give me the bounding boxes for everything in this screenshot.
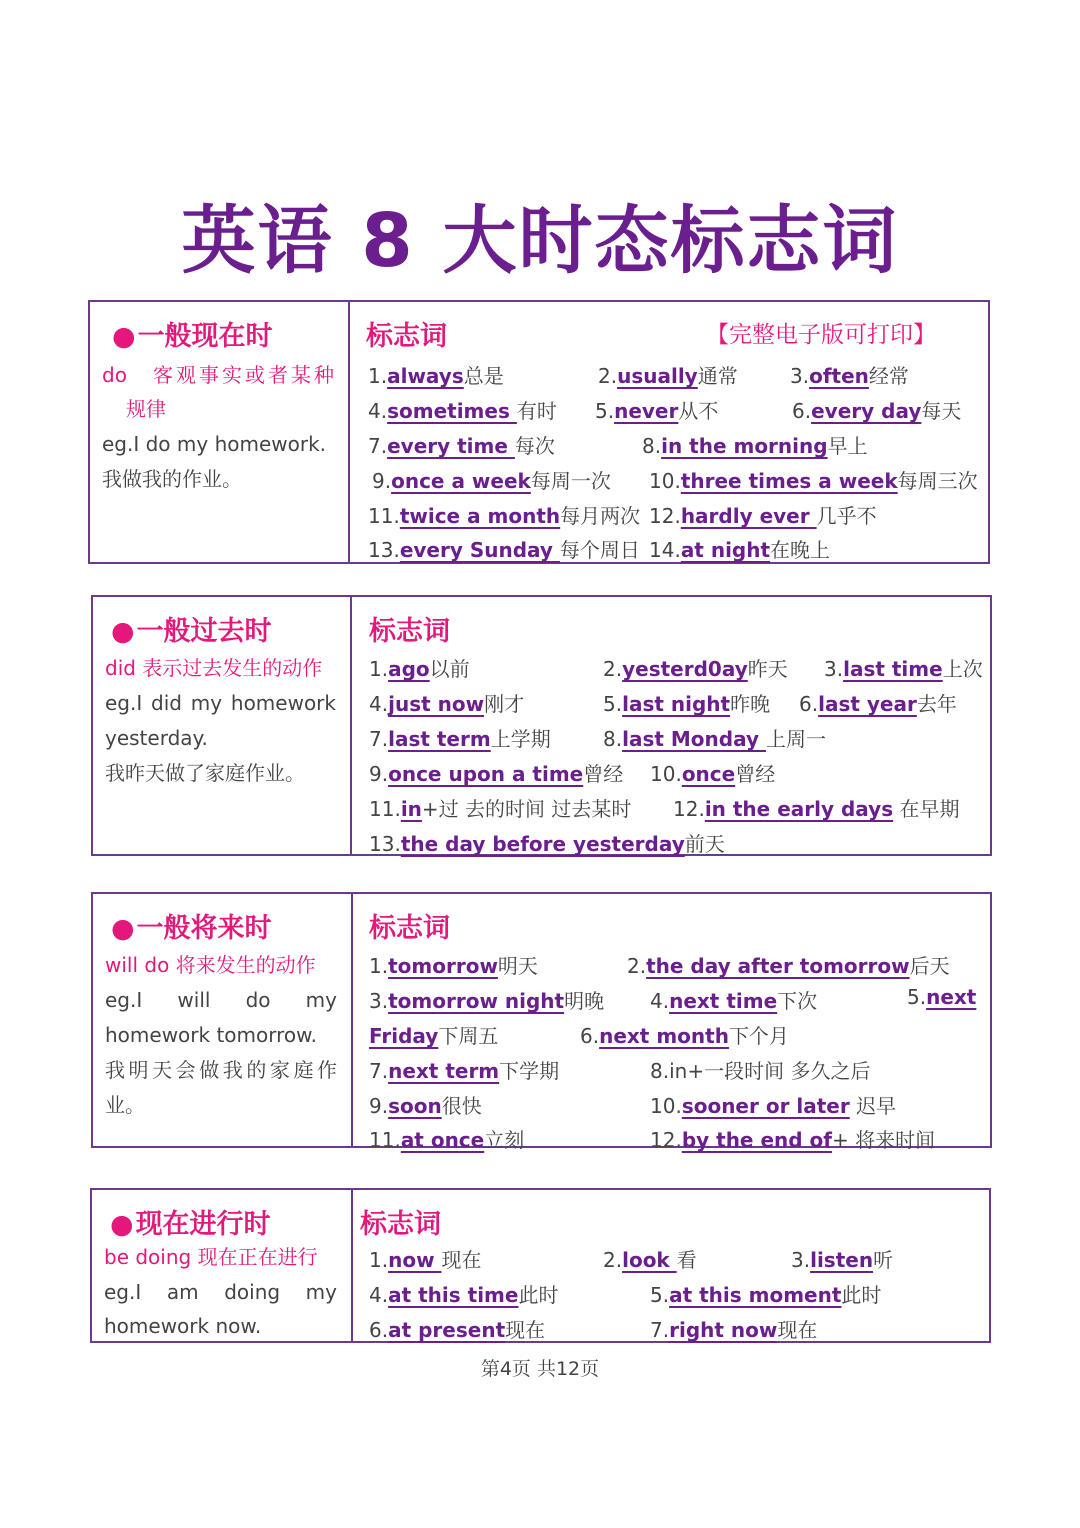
example-english: homework now.: [104, 1314, 262, 1338]
signal-words-header: 标志词: [360, 1209, 441, 1240]
signal-word-item: 7.last term上学期: [369, 727, 551, 751]
tense-name: ●一般过去时: [111, 616, 272, 647]
tense-info-column: [90, 302, 350, 562]
example-english: yesterday.: [105, 726, 208, 750]
signal-word-item: 10.sooner or later 迟早: [650, 1094, 897, 1118]
signal-word-item: 7.every time 每次: [368, 434, 555, 458]
signal-word-item: 2.look 看: [603, 1248, 697, 1272]
signal-word-item: 11.twice a month每月两次: [368, 504, 641, 528]
signal-word-item: Friday下周五: [369, 1024, 499, 1048]
tense-info-column: [93, 894, 353, 1146]
signal-word-item: 10.three times a week每周三次: [649, 469, 978, 493]
tense-description: will do 将来发生的动作: [105, 953, 316, 977]
signal-word-item: 1.tomorrow明天: [369, 954, 538, 978]
signal-word-item: 11.in+过 去的时间 过去某时: [369, 797, 632, 821]
signal-word-item: 6.every day每天: [792, 399, 962, 423]
signal-word-item: 6.last year去年: [799, 692, 957, 716]
signal-word-item: 3.often经常: [790, 364, 909, 388]
page-title: 英语 8 大时态标志词: [181, 198, 899, 284]
signal-word-item: 6.at present现在: [369, 1318, 546, 1342]
signal-word-item: 1.always总是: [368, 364, 504, 388]
signal-words-header: 标志词: [369, 913, 450, 944]
signal-word-item: 9.once upon a time曾经: [369, 762, 624, 786]
signal-word-item: 14.at night在晚上: [649, 538, 831, 562]
signal-word-item: 12.in the early days 在早期: [673, 797, 960, 821]
signal-word-item: 12.by the end of+ 将来时间: [650, 1128, 936, 1152]
tense-description: do 客观事实或者某种: [102, 363, 334, 387]
print-note: 【完整电子版可打印】: [706, 322, 936, 348]
example-chinese: 业。: [105, 1093, 145, 1117]
section-simple-past: [91, 595, 992, 856]
signal-word-item: 2.yesterd0ay昨天: [603, 657, 788, 681]
signal-word-item: 6.next month下个月: [580, 1024, 789, 1048]
signal-word-item: 8.in the morning早上: [642, 434, 868, 458]
signal-word-item: 12.hardly ever 几乎不: [649, 504, 877, 528]
signal-word-item: 1.ago以前: [369, 657, 470, 681]
signal-word-item: 8.last Monday 上周一: [603, 727, 826, 751]
signal-word-item: 5.at this moment此时: [650, 1283, 882, 1307]
example-chinese: 我昨天做了家庭作业。: [105, 761, 305, 785]
tense-info-column: [93, 597, 352, 854]
signal-word-item: 4.next time下次: [650, 989, 818, 1013]
example-english: homework tomorrow.: [105, 1023, 318, 1047]
example-chinese: 我做我的作业。: [102, 467, 242, 491]
signal-word-item: 9.once a week每周一次: [372, 469, 611, 493]
tense-description: be doing 现在正在进行: [104, 1245, 318, 1269]
example-chinese: 我明天会做我的家庭作: [105, 1058, 337, 1082]
signal-word-item: 4.at this time此时: [369, 1283, 559, 1307]
signal-word-item: 4.just now刚才: [369, 692, 525, 716]
tense-info-column: [92, 1190, 353, 1341]
example-english: eg.I am doing my: [104, 1280, 337, 1304]
signal-word-item: 2.the day after tomorrow后天: [627, 954, 950, 978]
section-present-continuous: [90, 1188, 991, 1343]
signal-word-item: 1.now 现在: [369, 1248, 482, 1272]
example-english: eg.I do my homework.: [102, 432, 327, 456]
signal-word-item: 11.at once立刻: [369, 1128, 525, 1152]
tense-name: ●一般现在时: [112, 321, 273, 352]
example-english: eg.I did my homework: [105, 691, 336, 715]
signal-word-item: 5.next: [907, 985, 977, 1009]
tense-name: ●现在进行时: [110, 1209, 271, 1240]
signal-word-item: 13.every Sunday 每个周日: [368, 538, 640, 562]
signal-word-item: 2.usually通常: [598, 364, 738, 388]
signal-word-item: 9.soon很快: [369, 1094, 482, 1118]
signal-word-item: 4.sometimes 有时: [368, 399, 557, 423]
signal-word-item: 7.right now现在: [650, 1318, 818, 1342]
signal-word-item: 3.last time上次: [824, 657, 983, 681]
signal-word-item: 10.once曾经: [650, 762, 776, 786]
example-english: eg.I will do my: [105, 988, 337, 1012]
signal-word-item: 7.next term下学期: [369, 1059, 560, 1083]
signal-words-header: 标志词: [369, 616, 450, 647]
tense-description: 规律: [126, 397, 166, 421]
section-simple-future: [91, 892, 992, 1152]
signal-word-item: 3.listen听: [791, 1248, 894, 1272]
tense-name: ●一般将来时: [111, 913, 272, 944]
signal-word-item: 8.in+一段时间 多久之后: [650, 1059, 871, 1083]
signal-words-header: 标志词: [366, 321, 447, 352]
section-simple-present: [88, 300, 990, 564]
tense-description: did 表示过去发生的动作: [105, 656, 323, 680]
page-number: 第4页 共12页: [480, 1358, 600, 1380]
signal-word-item: 5.never从不: [595, 399, 719, 423]
signal-word-item: 3.tomorrow night明晚: [369, 989, 605, 1013]
signal-word-item: 5.last night昨晚: [603, 692, 771, 716]
signal-word-item: 13.the day before yesterday前天: [369, 832, 725, 856]
